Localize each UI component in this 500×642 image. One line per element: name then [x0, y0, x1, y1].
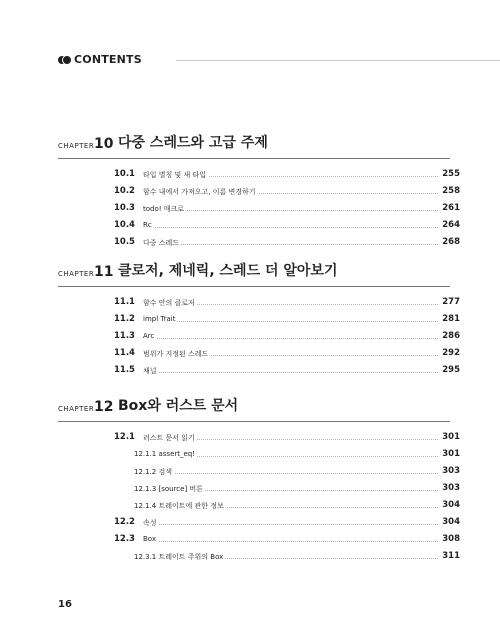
chapter-title: Box와 러스트 문서 [118, 398, 239, 414]
subsection-title: 12.1.1 assert_eq! [134, 450, 196, 458]
section-number: 11.2 [114, 314, 135, 324]
subsection-title: 12.1.4 트레이트에 관한 정보 [134, 502, 224, 510]
section-title: todo! 매크로 [143, 205, 185, 213]
subsection-title: 12.1.2 검색 [134, 468, 173, 476]
contents-title: CONTENTS [74, 53, 142, 66]
page-number: 277 [442, 297, 460, 307]
chapter-number: 11 [94, 264, 114, 280]
section-number: 10.2 [114, 186, 135, 196]
section-number: 11.5 [114, 365, 135, 375]
page-number: 295 [442, 365, 460, 375]
section-title: Arc [143, 332, 155, 340]
section-number: 11.3 [114, 331, 135, 341]
section-number: 12.2 [114, 517, 135, 527]
chapter-rule [58, 286, 450, 287]
page-number: 264 [442, 220, 460, 230]
toc-subentry[interactable] [114, 480, 460, 497]
page-number: 308 [442, 534, 460, 544]
subsection-title: 12.1.3 [source] 버튼 [134, 485, 203, 493]
page-number: 292 [442, 348, 460, 358]
chapter-rule [58, 158, 450, 159]
toc-entry[interactable] [114, 294, 460, 311]
section-title: 함수 내에서 가져오고, 이름 변경하기 [143, 188, 256, 196]
section-title: 러스트 문서 읽기 [143, 434, 195, 442]
section-title: Box [143, 535, 157, 543]
page-number: 286 [442, 331, 460, 341]
toc-entry[interactable] [114, 345, 460, 362]
chapter-number: 12 [94, 399, 114, 415]
toc-entry[interactable] [114, 514, 460, 531]
page-number: 258 [442, 186, 460, 196]
toc-entry[interactable] [114, 311, 460, 328]
chapter-number: 10 [94, 136, 114, 152]
section-number: 10.3 [114, 203, 135, 213]
page-number: 268 [442, 237, 460, 247]
section-number: 10.5 [114, 237, 135, 247]
section-number: 11.1 [114, 297, 135, 307]
toc-entry[interactable] [114, 200, 460, 217]
chapter-heading [58, 397, 450, 415]
section-number: 10.4 [114, 220, 135, 230]
chapter-label: CHAPTER [58, 142, 95, 150]
page-number: 311 [442, 551, 460, 561]
toc-subentry[interactable] [114, 497, 460, 514]
chapter-rule [58, 421, 450, 422]
page-number: 303 [442, 483, 460, 493]
page-number: 301 [442, 449, 460, 459]
toc-subentry[interactable] [114, 463, 460, 480]
chapter-title: 클로저, 제네릭, 스레드 더 알아보기 [118, 263, 338, 279]
chapter-12-section [58, 397, 460, 565]
section-title: Rc [143, 221, 152, 229]
toc-entry[interactable] [114, 328, 460, 345]
toc-entry[interactable] [114, 234, 460, 251]
header-rule [176, 60, 500, 61]
toc-subentry[interactable] [114, 548, 460, 565]
subsection-title: 12.3.1 트레이트 주위의 Box [134, 553, 224, 561]
page-number: 255 [442, 169, 460, 179]
toc-entry[interactable] [114, 217, 460, 234]
chapter-label: CHAPTER [58, 405, 95, 413]
chapter-heading [58, 134, 450, 152]
chapter-title: 다중 스레드와 고급 주제 [118, 135, 268, 151]
page-number-footer: 16 [58, 599, 72, 610]
contents-header [58, 51, 500, 69]
section-number: 10.1 [114, 169, 135, 179]
page-number: 304 [442, 517, 460, 527]
section-title: 속성 [143, 519, 157, 527]
chapter-10-section [58, 134, 460, 251]
toc-entry[interactable] [114, 362, 460, 379]
toc-subentry[interactable] [114, 446, 460, 463]
section-number: 12.3 [114, 534, 135, 544]
section-title: 채널 [143, 367, 157, 375]
section-title: 타입 별칭 및 새 타입 [143, 171, 206, 179]
toc-entry[interactable] [114, 166, 460, 183]
chapter-label: CHAPTER [58, 270, 95, 278]
toc-entry[interactable] [114, 429, 460, 446]
section-title: 함수 안의 클로저 [143, 299, 195, 307]
page-number: 303 [442, 466, 460, 476]
page-number: 304 [442, 500, 460, 510]
toc-entry[interactable] [114, 531, 460, 548]
bullet-dots-icon [58, 56, 70, 64]
chapter-11-section [58, 262, 460, 379]
toc-entry[interactable] [114, 183, 460, 200]
chapter-heading [58, 262, 450, 280]
section-title: impl Trait [143, 315, 176, 323]
section-title: 범위가 지정된 스레드 [143, 350, 209, 358]
page-number: 261 [442, 203, 460, 213]
page-number: 301 [442, 432, 460, 442]
page-number: 281 [442, 314, 460, 324]
section-title: 다중 스레드 [143, 239, 180, 247]
section-number: 11.4 [114, 348, 135, 358]
section-number: 12.1 [114, 432, 135, 442]
